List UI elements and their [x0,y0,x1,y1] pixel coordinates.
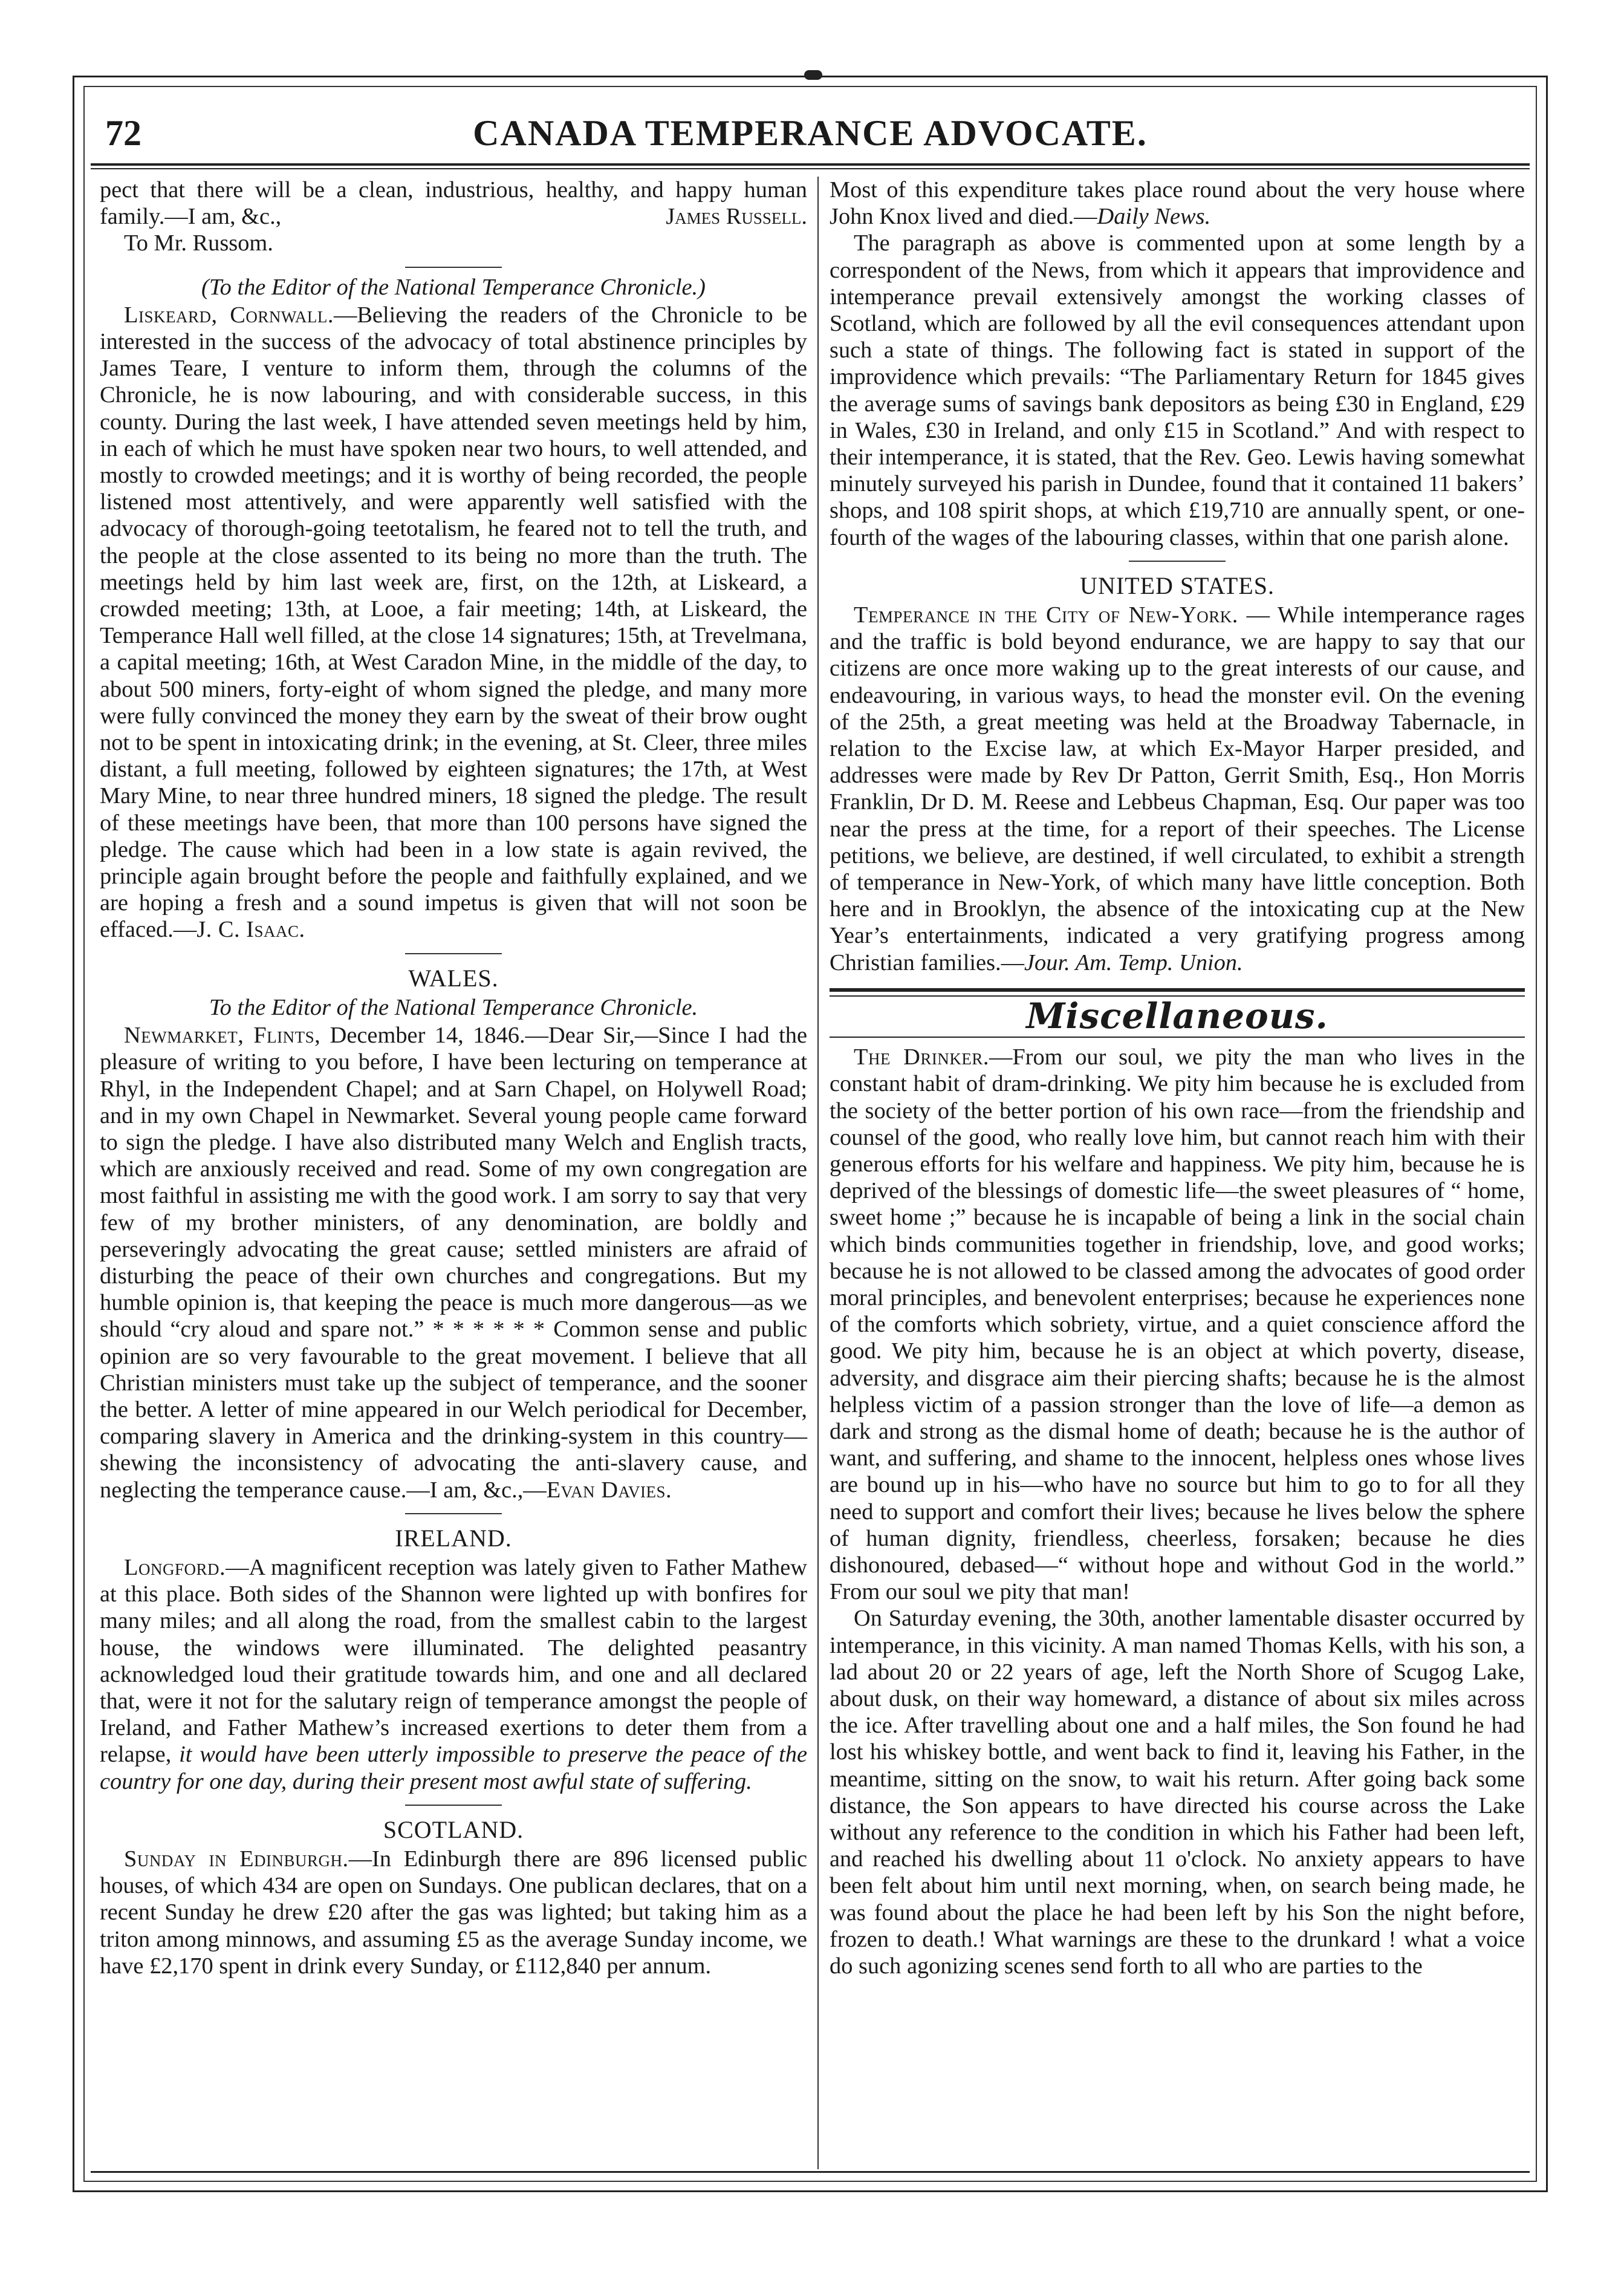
section-rule [405,1513,502,1514]
scotland-paragraph: Sunday in Edinburgh.—In Edinburgh there are 896 licensed public houses, of which 434 are open on Sundays. One publican declares, that on a recent Sunday he drew £20 after the gas was lighted; but taking him as a triton among minnows, and assuming £5 as the average Sunday income, we have £2,170 spent in drink every Sunday, or £112,840 per annum. [100,1846,807,1979]
editor-line-wales: To the Editor of the National Temperance Chronicle. [209,994,698,1020]
section-title-united-states: UNITED STATES. [1080,571,1275,599]
ireland-italic: it would have been utterly impossible to preserve the peace of the country for one day, during their present most awful state of suffering. [100,1742,808,1794]
section-rule [405,953,502,954]
page-title: CANADA TEMPERANCE ADVOCATE. [473,113,1148,153]
signature-isaac: J. C. Isaac. [197,917,305,943]
column-divider [817,177,819,2169]
section-rule [405,1805,502,1806]
left-column [100,177,807,2166]
misc-rule-top [830,988,1525,992]
improvidence-paragraph: The paragraph as above is commented upon at some length by a correspondent of the News, from which it appears that improvidence and intemperance prevail extensively amongst the working classes of Scotland, which are followed by all the evil consequences attendant upon such a state of things. The following fact is stated in support of the improvidence which prevails: “The Parliamentary Return for 1845 gives the average sums of savings bank depositors as being £30 in England, £29 in Wales, £30 in Ireland, and only £15 in Scotland.” And with respect to their intemperance, it is stated, that the Rev. Geo. Lewis having somewhat minutely surveyed his parish in Dundee, found that it contained 11 bakers’ shops, and 108 spirit shops, at which £19,710 are annually spent, or one-fourth of the wages of the labouring classes, within that one parish alone. [830,230,1525,550]
source-daily-news: Daily News. [1097,204,1211,230]
misc-rule-bottom [830,1037,1525,1038]
drinker-heading: The Drinker. [854,1044,989,1070]
ireland-paragraph: Longford.—A magnificent reception was lately given to Father Mathew at this place. Both sides of the Shannon were lighted up with bonfires for many miles; and all along the road, from the smallest cabin to the largest house, the windows were illuminated. The delighted peasantry acknowledged loud their gratitude towards him, and one and all declared that, were it not for the salutary reign of temperance amongst the people of Ireland, and Father Mathew’s increased exertions to deter them from a relapse, it would have been utterly impossible to preserve the peace of the country for one day, during their present most awful state of suffering. [100,1554,808,1794]
section-rule [1129,561,1226,562]
section-title-scotland: SCOTLAND. [383,1815,524,1843]
knox-paragraph: Most of this expenditure takes place round about the very house where John Knox lived and died.—Daily News. [830,177,1525,230]
drinker-paragraph: The Drinker.—From our soul, we pity the man who lives in the constant habit of dram-drinking. We pity him because he is excluded from the society of the better portion of his own race—from the friendship and counsel of the good, who really love him, but cannot reach him with their generous efforts for his welfare and happiness. We pity him, because he is deprived of the blessings of domestic life—the sweet pleasures of “ home, sweet home ;” because he is incapable of being a link in the social chain which binds communities together in friendship, love, and good works; because he is not allowed to be classed among the advocates of good order moral principles, and benevolent enterprises; because he experiences none of the comforts which sobriety, virtue, and a quiet conscience afford the good. We pity him, because he is an object at which poverty, disease, adversity, and disgrace aim their piercing shafts; because he is the almost helpless victim of a passion stronger than the love of life—a demon as dark and strong as the dismal home of death; because he is the author of want, and suffering, and shame to the innocent, helpless ones whose lives are bound up in his—who have no source but him to go to for all they need to support and comfort their lives; because he lives below the sphere of human dignity, friendless, cheerless, forsaken; because he dies dishonoured, debased—“ without hope and without God in the world.” From our soul we pity that man! [830,1044,1525,1605]
wales-heading: Newmarket, Flints, [124,1023,321,1049]
section-title-wales: WALES. [408,964,499,992]
editor-line-chronicle: (To the Editor of the National Temperance Chronicle.) [201,274,706,300]
section-title-miscellaneous: Miscellaneous. [1026,995,1328,1037]
new-york-paragraph: Temperance in the City of New-York. — While intemperance rages and the traffic is bold beyond endurance, we are happy to say that our citizens are once more waking up to the great interests of our cause, and endeavouring, in various ways, to head the monster evil. On the evening of the 25th, a great meeting was held at the Broadway Tabernacle, in relation to the Excise law, at which Ex-Mayor Harper presided, and addresses were made by Rev Dr Patton, Gerrit Smith, Esq., Hon Morris Franklin, Dr D. M. Reese and Lebbeus Chapman, Esq. Our paper was too near the press at the time, for a report of their speeches. The License petitions, we believe, are destined, if well circulated, to exhibit a strength of temperance in New-York, of which many have little conception. Both here and in Brooklyn, the absence of the intoxicating cup at the New Year’s entertainments, indicated a very gratifying progress among Christian families.—Jour. Am. Temp. Union. [830,602,1525,975]
new-york-heading: Temperance in the City of New-York. [854,602,1238,628]
section-title-ireland: IRELAND. [395,1524,512,1552]
source-temp-union: Jour. Am. Temp. Union. [1024,949,1243,975]
signature-davies: Evan Davies. [546,1477,672,1503]
footer-rule [91,2171,1530,2173]
scugog-paragraph: On Saturday evening, the 30th, another lamentable disaster occurred by intemperance, in this vicinity. A man named Thomas Kells, with his son, a lad about 20 or 22 years of age, left the North Shore of Scugog Lake, about dusk, on their way homeward, a distance of about six miles across the ice. After travelling about one and a half miles, the Son found he had lost his whiskey bottle, and went back to find it, leaving his Father, in the meantime, sitting on the snow, to wait his return. After going back some distance, the Son appears to have directed his course across the Lake without any reference to the condition in which his Father had been left, and reached his dwelling about 11 o'clock. No anxiety appears to have been felt about him until next morning, when, on search being made, he was found about the place he had been left by his Son the night before, frozen to death.! What warnings are these to the drunkard ! what a voice do such agonizing scenes send forth to all who are parties to the [830,1606,1525,1979]
scotland-heading: Sunday in Edinburgh. [124,1846,349,1872]
ireland-heading: Longford. [124,1554,226,1580]
russell-letter-end: pect that there will be a clean, industrious, healthy, and happy human family.—I am, &c., James Russell. [100,177,807,230]
liskeard-paragraph: Liskeard, Cornwall.—Believing the readers of the Chronicle to be interested in the success of the advocacy of total abstinence principles by James Teare, I venture to inform them, through the columns of the Chronicle, he is now labouring, and with considerable success, in this county. During the last week, I have attended seven meetings held by him, in each of which he must have spoken near two hours, to well attended, and mostly to crowded meetings; and it is worthy of being recorded, the people listened most attentively, and were apparently well satisfied with the advocacy of thorough-going teetotalism, he feared not to tell the truth, and the people at the close assented to its being no more than the truth. The meetings held by him last week are, first, on the 12th, at Liskeard, a crowded meeting; 13th, at Looe, a fair meeting; 14th, at Liskeard, the Temperance Hall well filled, at the close 14 signatures; 15th, at Trevelmana, a capital meeting; 16th, at West Caradon Mine, in the middle of the day, to about 500 miners, forty-eight of whom signed the pledge, and many more were fully convinced the money they earn by the sweat of their brow ought not to be spent in intoxicating drink; in the evening, at St. Cleer, three miles distant, a full meeting, followed by eighteen signatures; the 17th, at West Mary Mine, to near three hundred miners, 18 signed the pledge. The result of these meetings have been, that more than 100 persons have signed the pledge. The cause which had been in a low state is again revived, the principle again brought before the people and faithfully explained, and we are hoping a fresh and a sound impetus is given that will not soon be effaced.—J. C. Isaac. [100,302,808,943]
wales-paragraph: Newmarket, Flints, December 14, 1846.—Dear Sir,—Since I had the pleasure of writing to you before, I have been lecturing on temperance at Rhyl, in the Independent Chapel; and at Sarn Chapel, on Holywell Road; and in my own Chapel in Newmarket. Several young people came forward to sign the pledge. I have also distributed many Welch and English tracts, which are anxiously received and read. Some of my own congregation are most faithful in assisting me with the good work. I am sorry to say that very few of my brother ministers, of any denomination, are boldly and perseveringly advocating the great cause; settled ministers are afraid of disturbing the peace of their own churches and congregations. But my humble opinion is, that keeping the peace is much more dangerous—as we should “cry aloud and spare not.” * * * * * * Common sense and public opinion are so very favourable to the great movement. I believe that all Christian ministers must take up the subject of temperance, and the sooner the better. A letter of mine appeared in our Welch periodical for December, comparing slavery in America and the drinking-system in this country—shewing the inconsistency of advocating the anti-slavery cause, and neglecting the temperance cause.—I am, &c.,—Evan Davies. [100,1023,807,1503]
page-number: 72 [105,113,141,153]
header-rule [91,163,1530,169]
right-column [830,177,1525,2166]
signature-russell: James Russell. [666,204,807,230]
liskeard-heading: Liskeard, Cornwall. [124,302,334,328]
russell-addressee: To Mr. Russom. [124,230,273,256]
section-rule [405,267,502,268]
